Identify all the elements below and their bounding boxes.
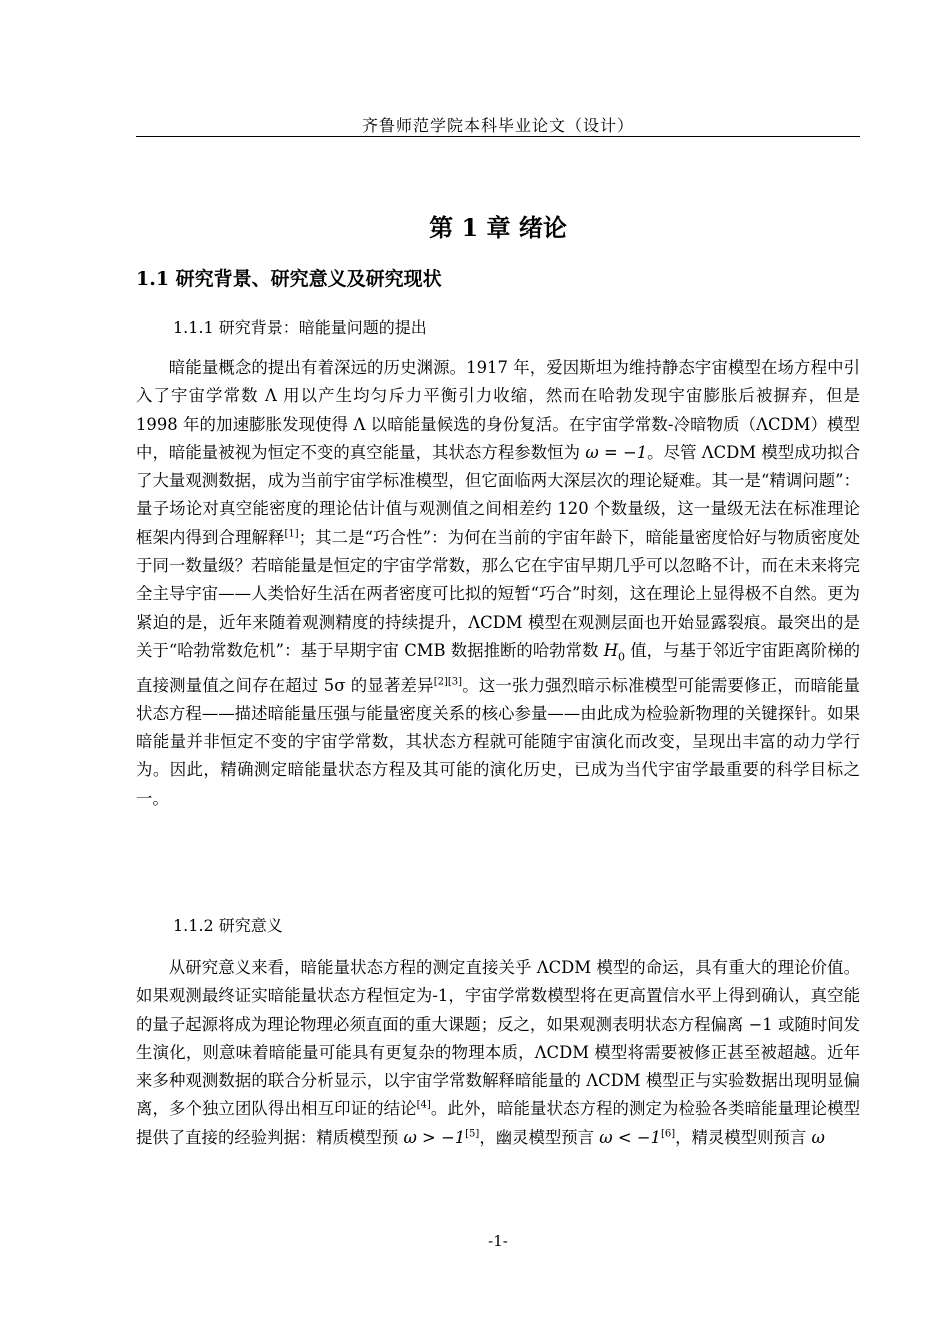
citation-ref: [6]	[660, 1128, 676, 1140]
text-run: ，精灵模型则预言	[675, 1127, 812, 1147]
text-run: 从研究意义来看，暗能量状态方程的测定直接关乎 ΛCDM 模型的命运，具有重大的理论价值。如果观测最终证实暗能量状态方程恒定为-1，宇宙学常数模型将在更高置信水平上得到确认，真空能的量子起源将成为理论物理必须直面的重大课题；反之，如果观测表明状态方程偏离 −1 或随时间发生演化，则意味着暗能量可能具有更复杂的物理本质，ΛCDM 模型将需要被修正甚至被超越。近年来多种观测数据的联合分析显示，以宇宙学常数解释暗能量的 ΛCDM 模型正与实验数据出现明显偏离，多个独立团队得出相互印证的结论	[136, 958, 860, 1119]
text-run: 。这一张力强烈暗示标准模型可能需要修正，而暗能量状态方程——描述暗能量压强与能量密度关系的核心参量——由此成为检验新物理的关键探针。如果暗能量并非恒定不变的宇宙学常数，其状态方程就可能随宇宙演化而改变，呈现出丰富的动力学行为。因此，精确测定暗能量状态方程及其可能的演化历史，已成为当代宇宙学最重要的科学目标之一。	[136, 675, 860, 808]
math-expression: ω < −1	[599, 1127, 661, 1147]
citation-ref: [4]	[416, 1100, 431, 1112]
math-expression: H	[603, 640, 619, 660]
math-expression: ω	[811, 1127, 825, 1147]
text-run: 值，与基于邻近宇宙距离阶梯的直接测量值之间存在超过 5σ 的显著差异	[136, 640, 860, 695]
text-run: ；其二是“巧合性”：为何在当前的宇宙年龄下，暗能量密度恰好与物质密度处于同一数量级？若暗能量是恒定的宇宙学常数，那么它在宇宙早期几乎可以忽略不计，而在未来将完全主导宇宙——人类恰好生活在两者密度可比拟的短暂“巧合”时刻，这在理论上显得极不自然。更为紧迫的是，近年来随着观测精度的持续提升，ΛCDM 模型在观测层面也开始显露裂痕。最突出的是关于“哈勃常数危机”：基于早期宇宙 CMB 数据推断的哈勃常数	[136, 527, 861, 660]
running-header: 齐鲁师范学院本科毕业论文（设计）	[361, 116, 634, 135]
math-subscript: 0	[618, 650, 626, 664]
math-expression: ω > −1	[403, 1127, 466, 1147]
subsection-title-significance: 1.1.2 研究意义	[173, 916, 283, 935]
text-run: ，幽灵模型预言	[479, 1127, 600, 1147]
citation-ref: [1]	[284, 528, 299, 540]
section-title: 1.1 研究背景、研究意义及研究现状	[136, 268, 442, 290]
text-run: 。尽管 ΛCDM 模型成功拟合了大量观测数据，成为当前宇宙学标准模型，但它面临两大深层次的理论疑难。其一是“精调问题”：量子场论对真空能密度的理论估计值与观测值之间相差约 120 个数量级，这一量级无法在标准理论框架内得到合理解释	[136, 442, 860, 547]
paragraph-background	[136, 354, 860, 813]
chapter-title: 第 1 章 绪论	[429, 213, 567, 242]
math-expression: ω = −1	[585, 442, 648, 462]
header-rule	[136, 136, 860, 137]
text-run: 暗能量概念的提出有着深远的历史渊源。1917 年，爱因斯坦为维持静态宇宙模型在场方程中引入了宇宙学常数 Λ 用以产生均匀斥力平衡引力收缩，然而在哈勃发现宇宙膨胀后被摒弃，但是 1998 年的加速膨胀发现使得 Λ 以暗能量候选的身份复活。在宇宙学常数-冷暗物质（ΛCDM）模型中，暗能量被视为恒定不变的真空能量，其状态方程参数恒为	[136, 358, 860, 462]
paragraph-significance	[136, 954, 860, 1152]
citation-ref: [2][3]	[433, 676, 463, 688]
subsection-title-background: 1.1.1 研究背景：暗能量问题的提出	[173, 318, 427, 337]
text-run: 。此外，暗能量状态方程的测定为检验各类暗能量理论模型提供了直接的经验判据：精质模型预	[136, 1099, 861, 1147]
page-number: -1-	[488, 1232, 508, 1250]
citation-ref: [5]	[465, 1128, 480, 1140]
